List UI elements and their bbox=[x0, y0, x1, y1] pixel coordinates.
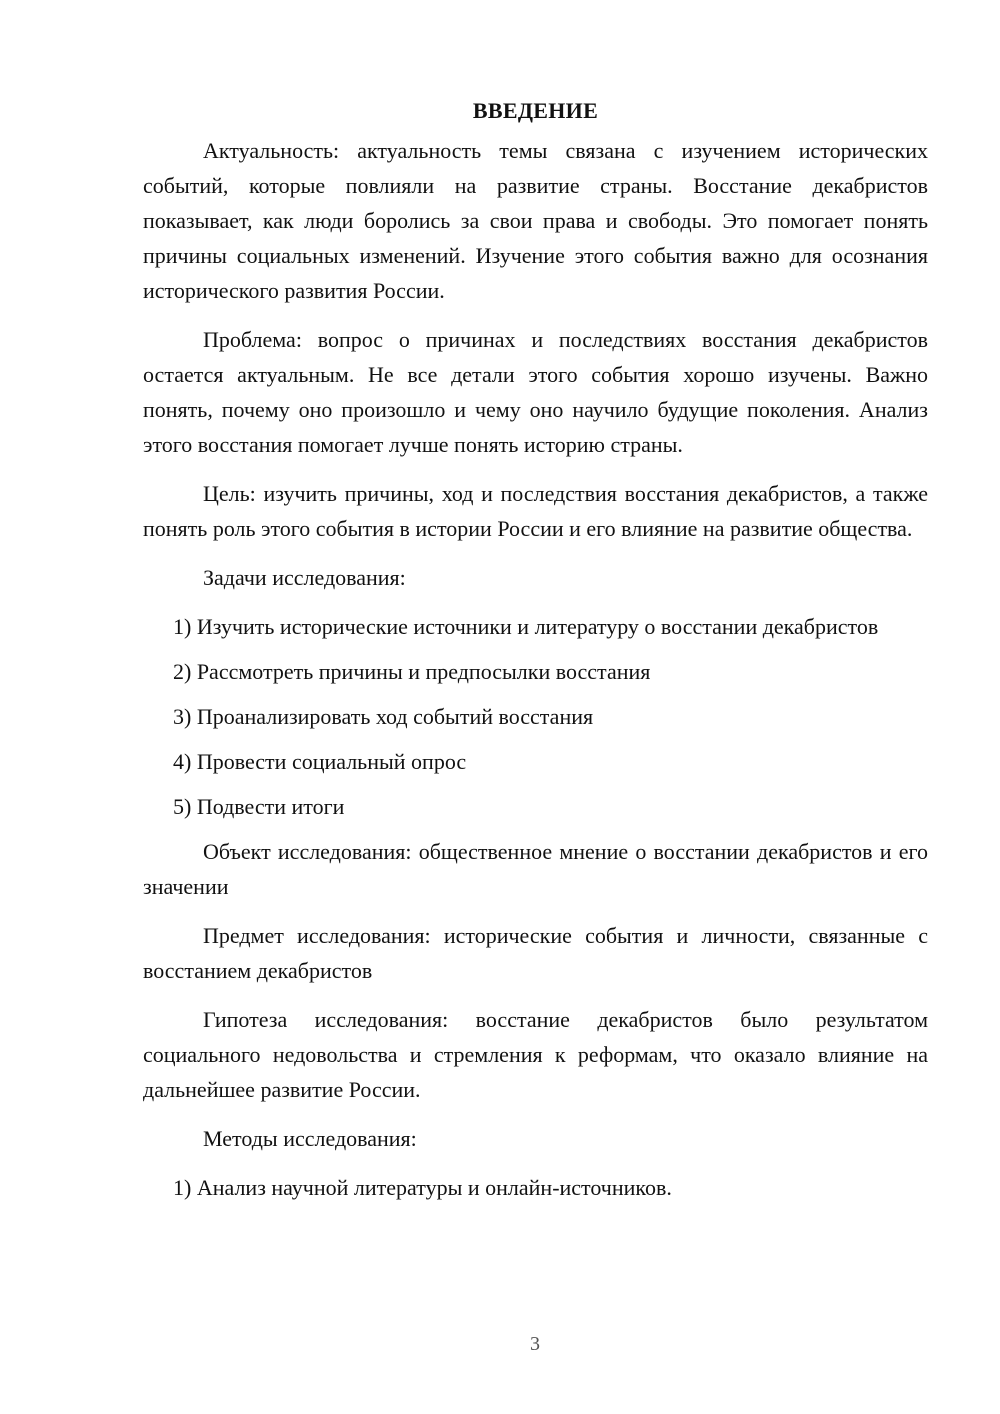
page-number: 3 bbox=[530, 1333, 540, 1355]
method-item-1: 1) Анализ научной литературы и онлайн-источников. bbox=[173, 1175, 672, 1200]
methods-heading: Методы исследования: bbox=[203, 1126, 417, 1151]
object-paragraph: Объект исследования: общественное мнение о восстании декабристов и его значении bbox=[143, 839, 928, 899]
hypothesis-paragraph: Гипотеза исследования: восстание декабристов было результатом социального недовольства и стремления к реформам, что оказало влияние на дальнейшее развитие России. bbox=[143, 1007, 928, 1102]
goal-paragraph: Цель: изучить причины, ход и последствия восстания декабристов, а также понять роль этого события в истории России и его влияние на развитие общества. bbox=[143, 481, 928, 541]
section-title: ВВЕДЕНИЕ bbox=[472, 98, 599, 123]
task-item-5: 5) Подвести итоги bbox=[173, 794, 345, 819]
task-item-3: 3) Проанализировать ход событий восстания bbox=[173, 704, 594, 729]
page-content bbox=[143, 95, 928, 1215]
subject-paragraph: Предмет исследования: исторические события и личности, связанные с восстанием декабристов bbox=[143, 923, 928, 983]
relevance-paragraph: Актуальность: актуальность темы связана с изучением исторических событий, которые повлияли на развитие страны. Восстание декабристов показывает, как люди боролись за свои права и свободы. Это помогает понять причины социальных изменений. Изучение этого события важно для осознания исторического развития России. bbox=[143, 138, 928, 303]
tasks-heading: Задачи исследования: bbox=[203, 565, 406, 590]
problem-paragraph: Проблема: вопрос о причинах и последствиях восстания декабристов остается актуальным. Не все детали этого события хорошо изучены. Важно понять, почему оно произошло и чему оно научило будущие поколения. Анализ этого восстания помогает лучше понять историю страны. bbox=[143, 327, 928, 457]
task-item-4: 4) Провести социальный опрос bbox=[173, 749, 467, 774]
task-item-1: 1) Изучить исторические источники и литературу о восстании декабристов bbox=[173, 614, 879, 639]
task-item-2: 2) Рассмотреть причины и предпосылки восстания bbox=[173, 659, 651, 684]
